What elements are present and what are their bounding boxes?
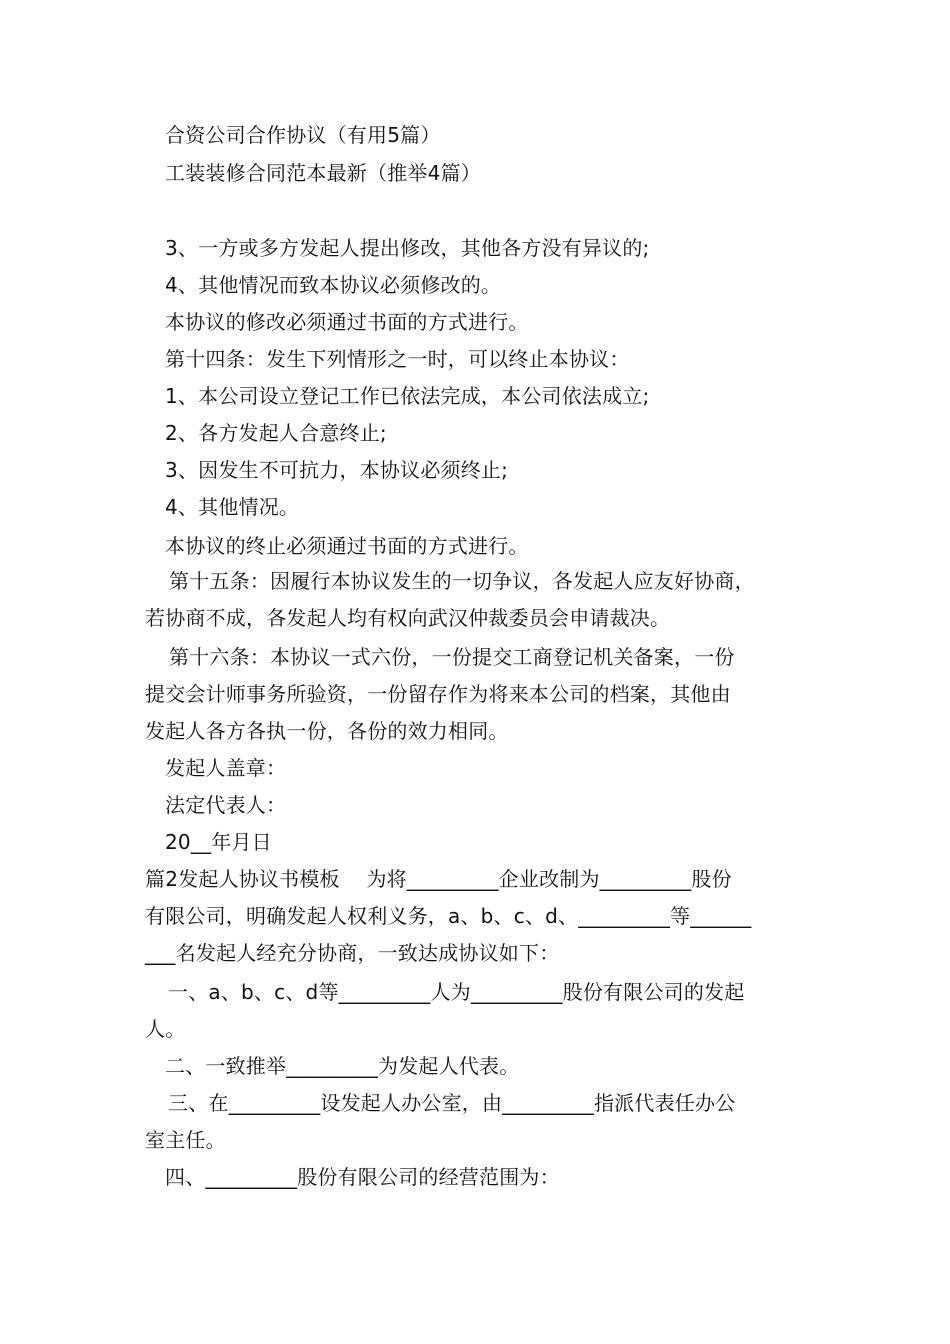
- section-2-line-1: 篇2发起人协议书模板 为将_________企业改制为_________股份: [145, 867, 732, 891]
- paragraph-line: 2、各方发起人合意终止;: [165, 421, 387, 445]
- legal-representative-label: 法定代表人：: [165, 793, 287, 817]
- article-15-line-1: 第十五条：因履行本协议发生的一切争议，各发起人应友好协商，: [169, 569, 755, 593]
- paragraph-line: 本协议的终止必须通过书面的方式进行。: [165, 534, 529, 558]
- clause-2: 二、一致推举_________为发起人代表。: [165, 1054, 520, 1078]
- clause-4: 四、_________股份有限公司的经营范围为：: [165, 1165, 560, 1189]
- article-16-line-2: 提交会计师事务所验资，一份留存作为将来本公司的档案，其他由: [145, 682, 731, 706]
- article-15-line-2: 若协商不成，各发起人均有权向武汉仲裁委员会申请裁决。: [145, 606, 671, 630]
- section-2-line-3: ___名发起人经充分协商，一致达成协议如下：: [145, 941, 560, 965]
- article-14-heading: 第十四条：发生下列情形之一时，可以终止本协议：: [165, 347, 630, 371]
- clause-1-line-1: 一、a、b、c、d等_________人为_________股份有限公司的发起: [168, 980, 745, 1004]
- clause-1-line-2: 人。: [145, 1017, 186, 1041]
- paragraph-line: 1、本公司设立登记工作已依法完成，本公司依法成立;: [165, 384, 650, 408]
- clause-3-line-2: 室主任。: [145, 1128, 226, 1152]
- paragraph-line: 4、其他情况。: [165, 495, 300, 519]
- paragraph-line: 4、其他情况而致本协议必须修改的。: [165, 273, 502, 297]
- section-2-line-2: 有限公司，明确发起人权利义务，a、b、c、d、_________等______: [145, 904, 752, 928]
- article-16-line-1: 第十六条：本协议一式六份，一份提交工商登记机关备案，一份: [169, 645, 735, 669]
- related-link-2[interactable]: 工装装修合同范本最新（推举4篇）: [165, 161, 481, 185]
- related-link-1[interactable]: 合资公司合作协议（有用5篇）: [165, 123, 441, 147]
- clause-3-line-1: 三、在_________设发起人办公室，由_________指派代表任办公: [168, 1091, 736, 1115]
- signature-label: 发起人盖章：: [165, 756, 287, 780]
- paragraph-line: 3、一方或多方发起人提出修改，其他各方没有异议的;: [165, 236, 650, 260]
- paragraph-line: 本协议的修改必须通过书面的方式进行。: [165, 310, 529, 334]
- paragraph-line: 3、因发生不可抗力，本协议必须终止;: [165, 458, 509, 482]
- article-16-line-3: 发起人各方各执一份，各份的效力相同。: [145, 719, 509, 743]
- date-line: 20__年月日: [165, 830, 272, 854]
